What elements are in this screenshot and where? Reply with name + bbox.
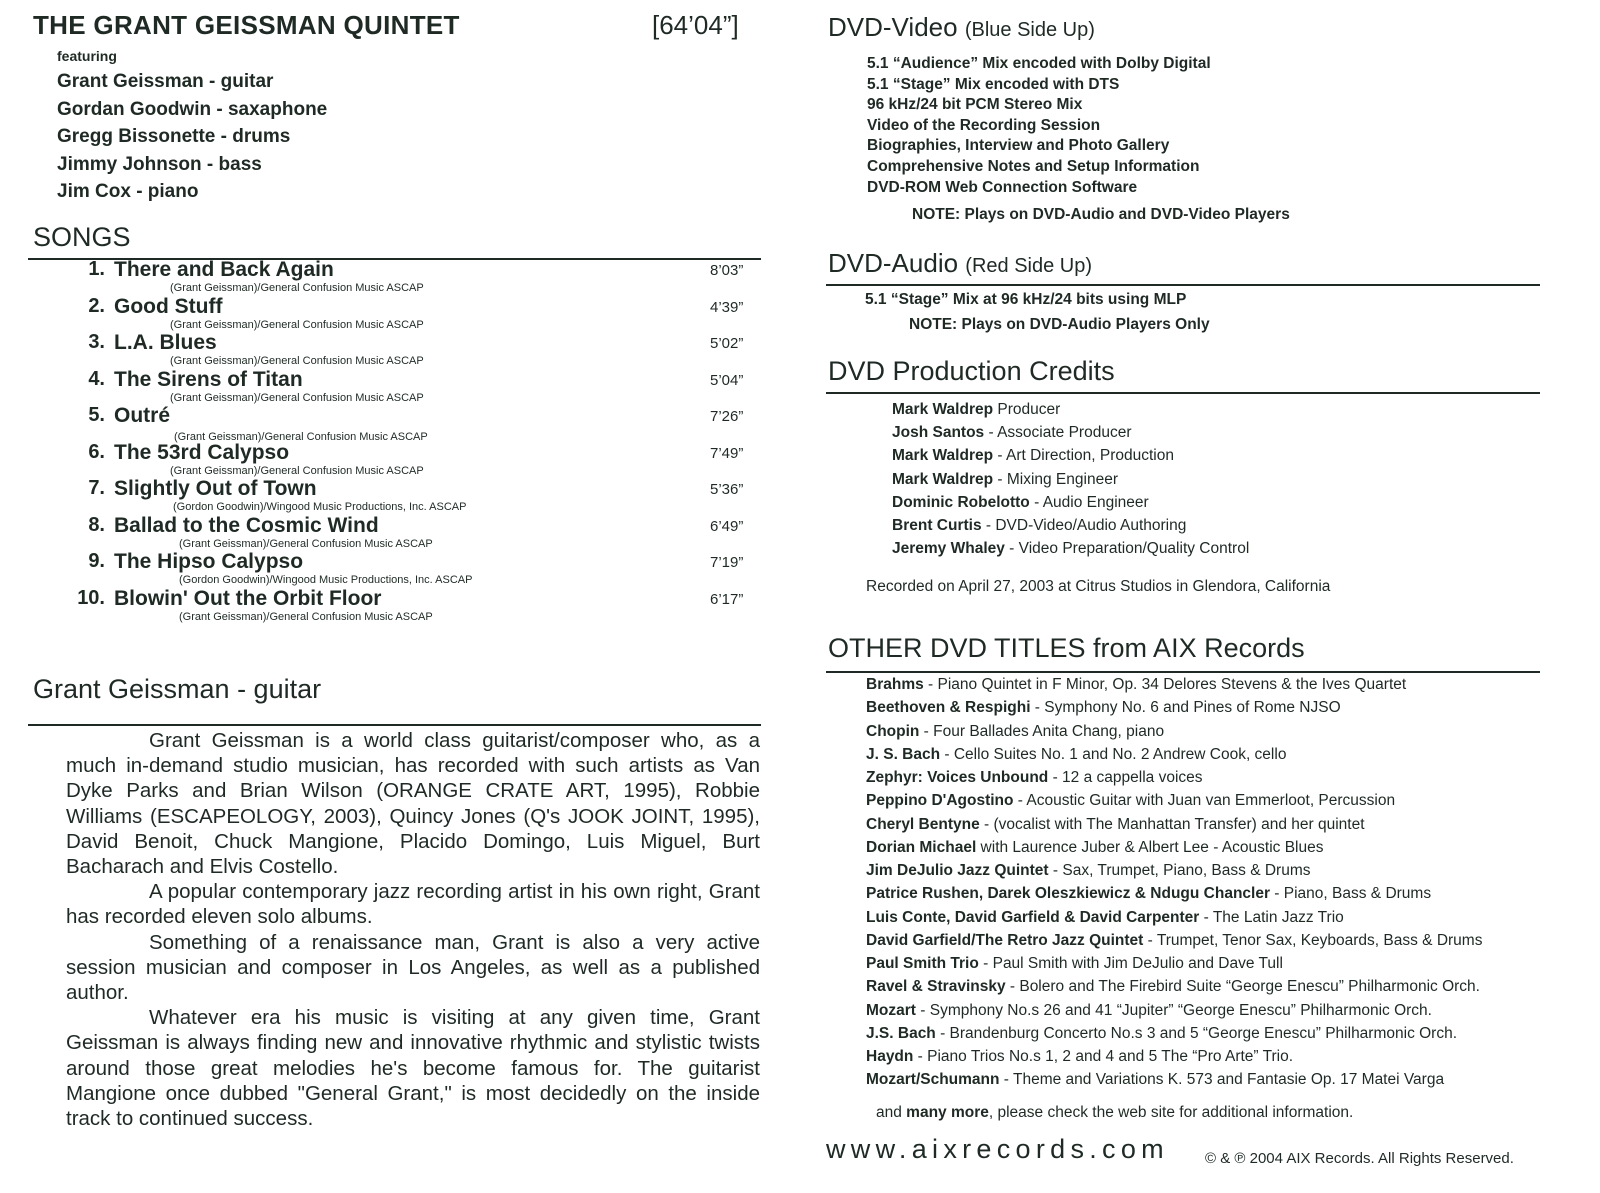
song-number: 9. xyxy=(88,550,105,572)
more-bold: many more xyxy=(906,1104,989,1121)
title-item xyxy=(866,745,1482,768)
dvd-video-title: DVD-Video xyxy=(828,12,958,42)
song-title: The Hipso Calypso xyxy=(114,550,304,573)
song-row xyxy=(40,368,760,405)
credit-item xyxy=(892,539,1249,562)
feature-item: Video of the Recording Session xyxy=(867,116,1101,134)
title-desc: - Cello Suites No. 1 and No. 2 Andrew Cook, cello xyxy=(940,745,1287,763)
song-credit: (Gordon Goodwin)/Wingood Music Productions, Inc. ASCAP xyxy=(173,501,467,513)
title-desc: - Bolero and The Firebird Suite “George Enescu” Philharmonic Orch. xyxy=(1005,978,1480,996)
song-time: 8’03” xyxy=(710,262,744,279)
song-credit: (Grant Geissman)/General Confusion Music ASCAP xyxy=(170,464,424,477)
credit-name: Jeremy Whaley xyxy=(892,540,1005,558)
title-artist: Chopin xyxy=(866,722,920,740)
song-time: 7’19” xyxy=(710,554,744,571)
title-item xyxy=(866,977,1482,1000)
title-artist: Cheryl Bentyne xyxy=(866,815,980,833)
title-artist: Brahms xyxy=(866,676,924,693)
title-desc: - 12 a cappella voices xyxy=(1048,769,1203,786)
song-number: 2. xyxy=(88,294,105,317)
title-artist: Mozart/Schumann xyxy=(866,1071,1000,1089)
bio-paragraph: Something of a renaissance man, Grant is also a very active session musician and composer in Los Angeles, as well as a published author. xyxy=(66,930,760,1005)
feature-item: DVD-ROM Web Connection Software xyxy=(867,178,1138,196)
title-item xyxy=(866,838,1482,861)
song-time: 7’26” xyxy=(710,408,744,425)
dvd-audio-heading xyxy=(828,248,1092,279)
personnel-item: Jimmy Johnson - bass xyxy=(57,153,262,175)
song-row xyxy=(40,404,760,441)
dvd-video-features xyxy=(867,54,1211,198)
personnel-item: Jim Cox - piano xyxy=(57,181,199,202)
song-credit: (Grant Geissman)/General Confusion Music ASCAP xyxy=(179,537,433,550)
credit-item xyxy=(892,446,1249,469)
more-suffix: , please check the web site for additional information. xyxy=(988,1104,1354,1121)
title-item xyxy=(866,1070,1482,1093)
title-item xyxy=(866,931,1482,954)
website-link[interactable]: www.aixrecords.com xyxy=(826,1134,1169,1164)
title-desc: - Brandenburg Concerto No.s 3 and 5 “George Enescu” Philharmonic Orch. xyxy=(935,1024,1458,1042)
credit-role: - Art Direction, Production xyxy=(993,447,1174,465)
other-titles-heading: OTHER DVD TITLES from AIX Records xyxy=(828,633,1305,663)
song-number: 7. xyxy=(88,477,105,499)
song-time: 6’49” xyxy=(710,517,744,535)
dvd-video-subtitle: (Blue Side Up) xyxy=(964,19,1095,41)
title-item xyxy=(866,884,1482,907)
title-desc: - Four Ballades Anita Chang, piano xyxy=(919,722,1165,740)
title-item xyxy=(866,908,1482,931)
feature-item: 5.1 “Stage” Mix encoded with DTS xyxy=(867,75,1120,93)
dvd-video-heading xyxy=(828,12,1095,43)
title-item xyxy=(866,954,1482,977)
title-desc: - Acoustic Guitar with Juan van Emmerloot, Percussion xyxy=(1013,792,1396,810)
song-number: 6. xyxy=(88,440,105,463)
title-item xyxy=(866,1024,1482,1047)
bio-divider xyxy=(28,724,761,726)
song-row xyxy=(40,514,760,551)
song-number: 4. xyxy=(88,367,105,390)
title-desc: - Paul Smith with Jim DeJulio and Dave Tull xyxy=(978,955,1283,972)
credit-name: Dominic Robelotto xyxy=(892,493,1030,511)
song-number: 1. xyxy=(88,258,105,280)
credit-role: - Mixing Engineer xyxy=(993,470,1118,488)
song-row xyxy=(40,587,760,624)
song-number: 10. xyxy=(77,586,105,609)
feature-item: Biographies, Interview and Photo Gallery xyxy=(867,137,1170,155)
personnel-item: Gordan Goodwin - saxaphone xyxy=(57,98,328,120)
title-artist: Peppino D'Agostino xyxy=(866,792,1014,810)
song-number: 5. xyxy=(88,404,105,426)
credits-heading: DVD Production Credits xyxy=(828,356,1115,386)
song-credit: (Grant Geissman)/General Confusion Music ASCAP xyxy=(170,355,424,367)
title-artist: Beethoven & Respighi xyxy=(866,699,1031,717)
title-artist: Zephyr: Voices Unbound xyxy=(866,769,1049,786)
title-desc: - Theme and Variations K. 573 and Fantasie Op. 17 Matei Varga xyxy=(999,1071,1445,1089)
title-desc: - Symphony No. 6 and Pines of Rome NJSO xyxy=(1030,699,1341,717)
song-row xyxy=(40,477,760,514)
credit-item xyxy=(892,423,1249,446)
credit-name: Mark Waldrep xyxy=(892,447,994,465)
title-artist: Luis Conte, David Garfield & David Carpenter xyxy=(866,908,1200,926)
song-time: 7’49” xyxy=(710,444,744,462)
credits-divider xyxy=(826,392,1540,394)
song-time: 5’02” xyxy=(710,335,744,352)
personnel-item: Grant Geissman - guitar xyxy=(57,71,274,92)
songs-heading: SONGS xyxy=(33,222,131,252)
song-row xyxy=(40,258,760,295)
dvd-video-note: NOTE: Plays on DVD-Audio and DVD-Video Players xyxy=(912,206,1290,223)
credit-role: Producer xyxy=(993,401,1061,418)
song-title: Ballad to the Cosmic Wind xyxy=(114,513,379,537)
feature-item: 5.1 “Audience” Mix encoded with Dolby Digital xyxy=(867,55,1211,72)
title-item xyxy=(866,1001,1482,1024)
song-time: 4’39” xyxy=(710,298,744,316)
credit-name: Josh Santos xyxy=(892,424,985,442)
title-item xyxy=(866,791,1482,814)
bio-text xyxy=(66,728,760,1131)
title-desc: - The Latin Jazz Trio xyxy=(1199,908,1344,926)
dvd-audio-note: NOTE: Plays on DVD-Audio Players Only xyxy=(909,316,1210,333)
song-number: 8. xyxy=(88,513,105,536)
song-title: There and Back Again xyxy=(114,258,334,281)
title-item xyxy=(866,722,1482,745)
title-artist: Patrice Rushen, Darek Oleszkiewicz & Ndugu Chancler xyxy=(866,885,1270,903)
title-artist: Jim DeJulio Jazz Quintet xyxy=(866,862,1049,879)
credit-item xyxy=(892,516,1249,539)
recording-info: Recorded on April 27, 2003 at Citrus Studios in Glendora, California xyxy=(866,578,1331,595)
song-time: 6’17” xyxy=(710,590,744,608)
copyright-notice: © & ℗ 2004 AIX Records. All Rights Reserved. xyxy=(1205,1150,1514,1167)
title-desc: - Sax, Trumpet, Piano, Bass & Drums xyxy=(1048,862,1311,879)
title-desc: - Trumpet, Tenor Sax, Keyboards, Bass & Drums xyxy=(1143,931,1483,949)
credit-item xyxy=(892,400,1249,423)
song-title: Good Stuff xyxy=(114,294,223,318)
song-time: 5’36” xyxy=(710,481,744,498)
song-title: The Sirens of Titan xyxy=(114,367,303,391)
song-title: Blowin' Out the Orbit Floor xyxy=(114,586,382,610)
title-artist: J. S. Bach xyxy=(866,745,941,763)
song-title: L.A. Blues xyxy=(114,331,217,354)
other-titles-divider xyxy=(826,671,1540,673)
title-desc: - Symphony No.s 26 and 41 “Jupiter” “George Enescu” Philharmonic Orch. xyxy=(915,1001,1432,1019)
dvd-audio-divider xyxy=(826,284,1540,286)
bio-paragraph: Whatever era his music is visiting at any given time, Grant Geissman is always finding new and innovative rhythmic and stylistic twists around those great melodies he's become famous for. The guitarist Mangione once dubbed "General Grant," is most decidedly on the inside track to continued success. xyxy=(66,1006,760,1131)
title-item xyxy=(866,768,1482,791)
more-info-line xyxy=(876,1104,1353,1122)
feature-item: Comprehensive Notes and Setup Information xyxy=(867,157,1200,175)
title-item xyxy=(866,675,1482,698)
song-credit: (Grant Geissman)/General Confusion Music ASCAP xyxy=(170,391,424,404)
personnel-list xyxy=(57,70,327,208)
dvd-audio-title: DVD-Audio xyxy=(828,248,959,278)
title-artist: David Garfield/The Retro Jazz Quintet xyxy=(866,931,1144,949)
bio-paragraph: Grant Geissman is a world class guitarist/composer who, as a much in-demand studio musician, has recorded with such artists as Van Dyke Parks and Brian Wilson (ORANGE CRATE ART, 1995), Robbie Williams (ESCAPEOLOGY, 2003), Quincy Jones (Q's JOOK JOINT, 1995), David Benoit, Chuck Mangione, Placido Domingo, Luis Miguel, Burt Bacharach and Elvis Costello. xyxy=(66,729,760,879)
featuring-label: featuring xyxy=(57,48,117,64)
song-title: Slightly Out of Town xyxy=(114,477,317,500)
title-desc: - Piano Quintet in F Minor, Op. 34 Delores Stevens & the Ives Quartet xyxy=(923,676,1407,693)
album-title: THE GRANT GEISSMAN QUINTET xyxy=(33,10,460,40)
credit-role: - Video Preparation/Quality Control xyxy=(1004,540,1250,558)
more-prefix: and xyxy=(876,1104,907,1121)
feature-item: 96 kHz/24 bit PCM Stereo Mix xyxy=(867,96,1083,114)
song-credit: (Grant Geissman)/General Confusion Music ASCAP xyxy=(179,610,433,623)
dvd-audio-subtitle: (Red Side Up) xyxy=(965,255,1093,277)
title-desc: - (vocalist with The Manhattan Transfer) and her quintet xyxy=(979,815,1365,833)
personnel-item: Gregg Bissonette - drums xyxy=(57,126,291,147)
title-item xyxy=(866,815,1482,838)
song-row xyxy=(40,441,760,478)
song-time: 5’04” xyxy=(710,371,744,389)
title-artist: J.S. Bach xyxy=(866,1024,936,1042)
other-titles-list xyxy=(866,675,1482,1094)
title-desc: with Laurence Juber & Albert Lee - Acoustic Blues xyxy=(976,838,1324,856)
feature-item: 5.1 “Stage” Mix at 96 kHz/24 bits using MLP xyxy=(865,291,1187,308)
song-number: 3. xyxy=(88,331,105,353)
total-time: [64’04”] xyxy=(652,10,739,40)
title-desc: - Piano, Bass & Drums xyxy=(1270,885,1432,903)
song-list xyxy=(40,258,760,623)
song-title: Outré xyxy=(114,404,171,427)
song-row xyxy=(40,550,760,587)
bio-heading: Grant Geissman - guitar xyxy=(33,674,322,704)
bio-paragraph: A popular contemporary jazz recording artist in his own right, Grant has recorded eleven solo albums. xyxy=(66,880,760,929)
credit-role: - DVD-Video/Audio Authoring xyxy=(981,516,1187,534)
title-artist: Mozart xyxy=(866,1001,916,1019)
song-credit: (Grant Geissman)/General Confusion Music ASCAP xyxy=(170,318,424,331)
credit-role: - Audio Engineer xyxy=(1029,493,1149,511)
title-artist: Paul Smith Trio xyxy=(866,955,979,972)
dvd-audio-features xyxy=(865,290,1186,311)
title-desc: - Piano Trios No.s 1, 2 and 4 and 5 The “Pro Arte” Trio. xyxy=(913,1048,1294,1065)
title-item xyxy=(866,1047,1482,1070)
credit-name: Mark Waldrep xyxy=(892,470,994,488)
song-title: The 53rd Calypso xyxy=(114,440,290,464)
title-item xyxy=(866,698,1482,721)
song-row xyxy=(40,295,760,332)
credit-name: Brent Curtis xyxy=(892,516,982,534)
song-row xyxy=(40,331,760,368)
credit-item xyxy=(892,470,1249,493)
title-artist: Dorian Michael xyxy=(866,838,977,856)
song-credit: (Grant Geissman)/General Confusion Music ASCAP xyxy=(170,282,424,294)
credit-role: - Associate Producer xyxy=(984,424,1132,442)
title-artist: Haydn xyxy=(866,1048,914,1065)
title-item xyxy=(866,861,1482,884)
song-credit: (Gordon Goodwin)/Wingood Music Productions, Inc. ASCAP xyxy=(179,574,473,586)
song-credit: (Grant Geissman)/General Confusion Music ASCAP xyxy=(174,431,428,443)
title-artist: Ravel & Stravinsky xyxy=(866,978,1006,996)
credit-item xyxy=(892,493,1249,516)
credit-name: Mark Waldrep xyxy=(892,401,994,418)
credits-list xyxy=(892,400,1249,562)
